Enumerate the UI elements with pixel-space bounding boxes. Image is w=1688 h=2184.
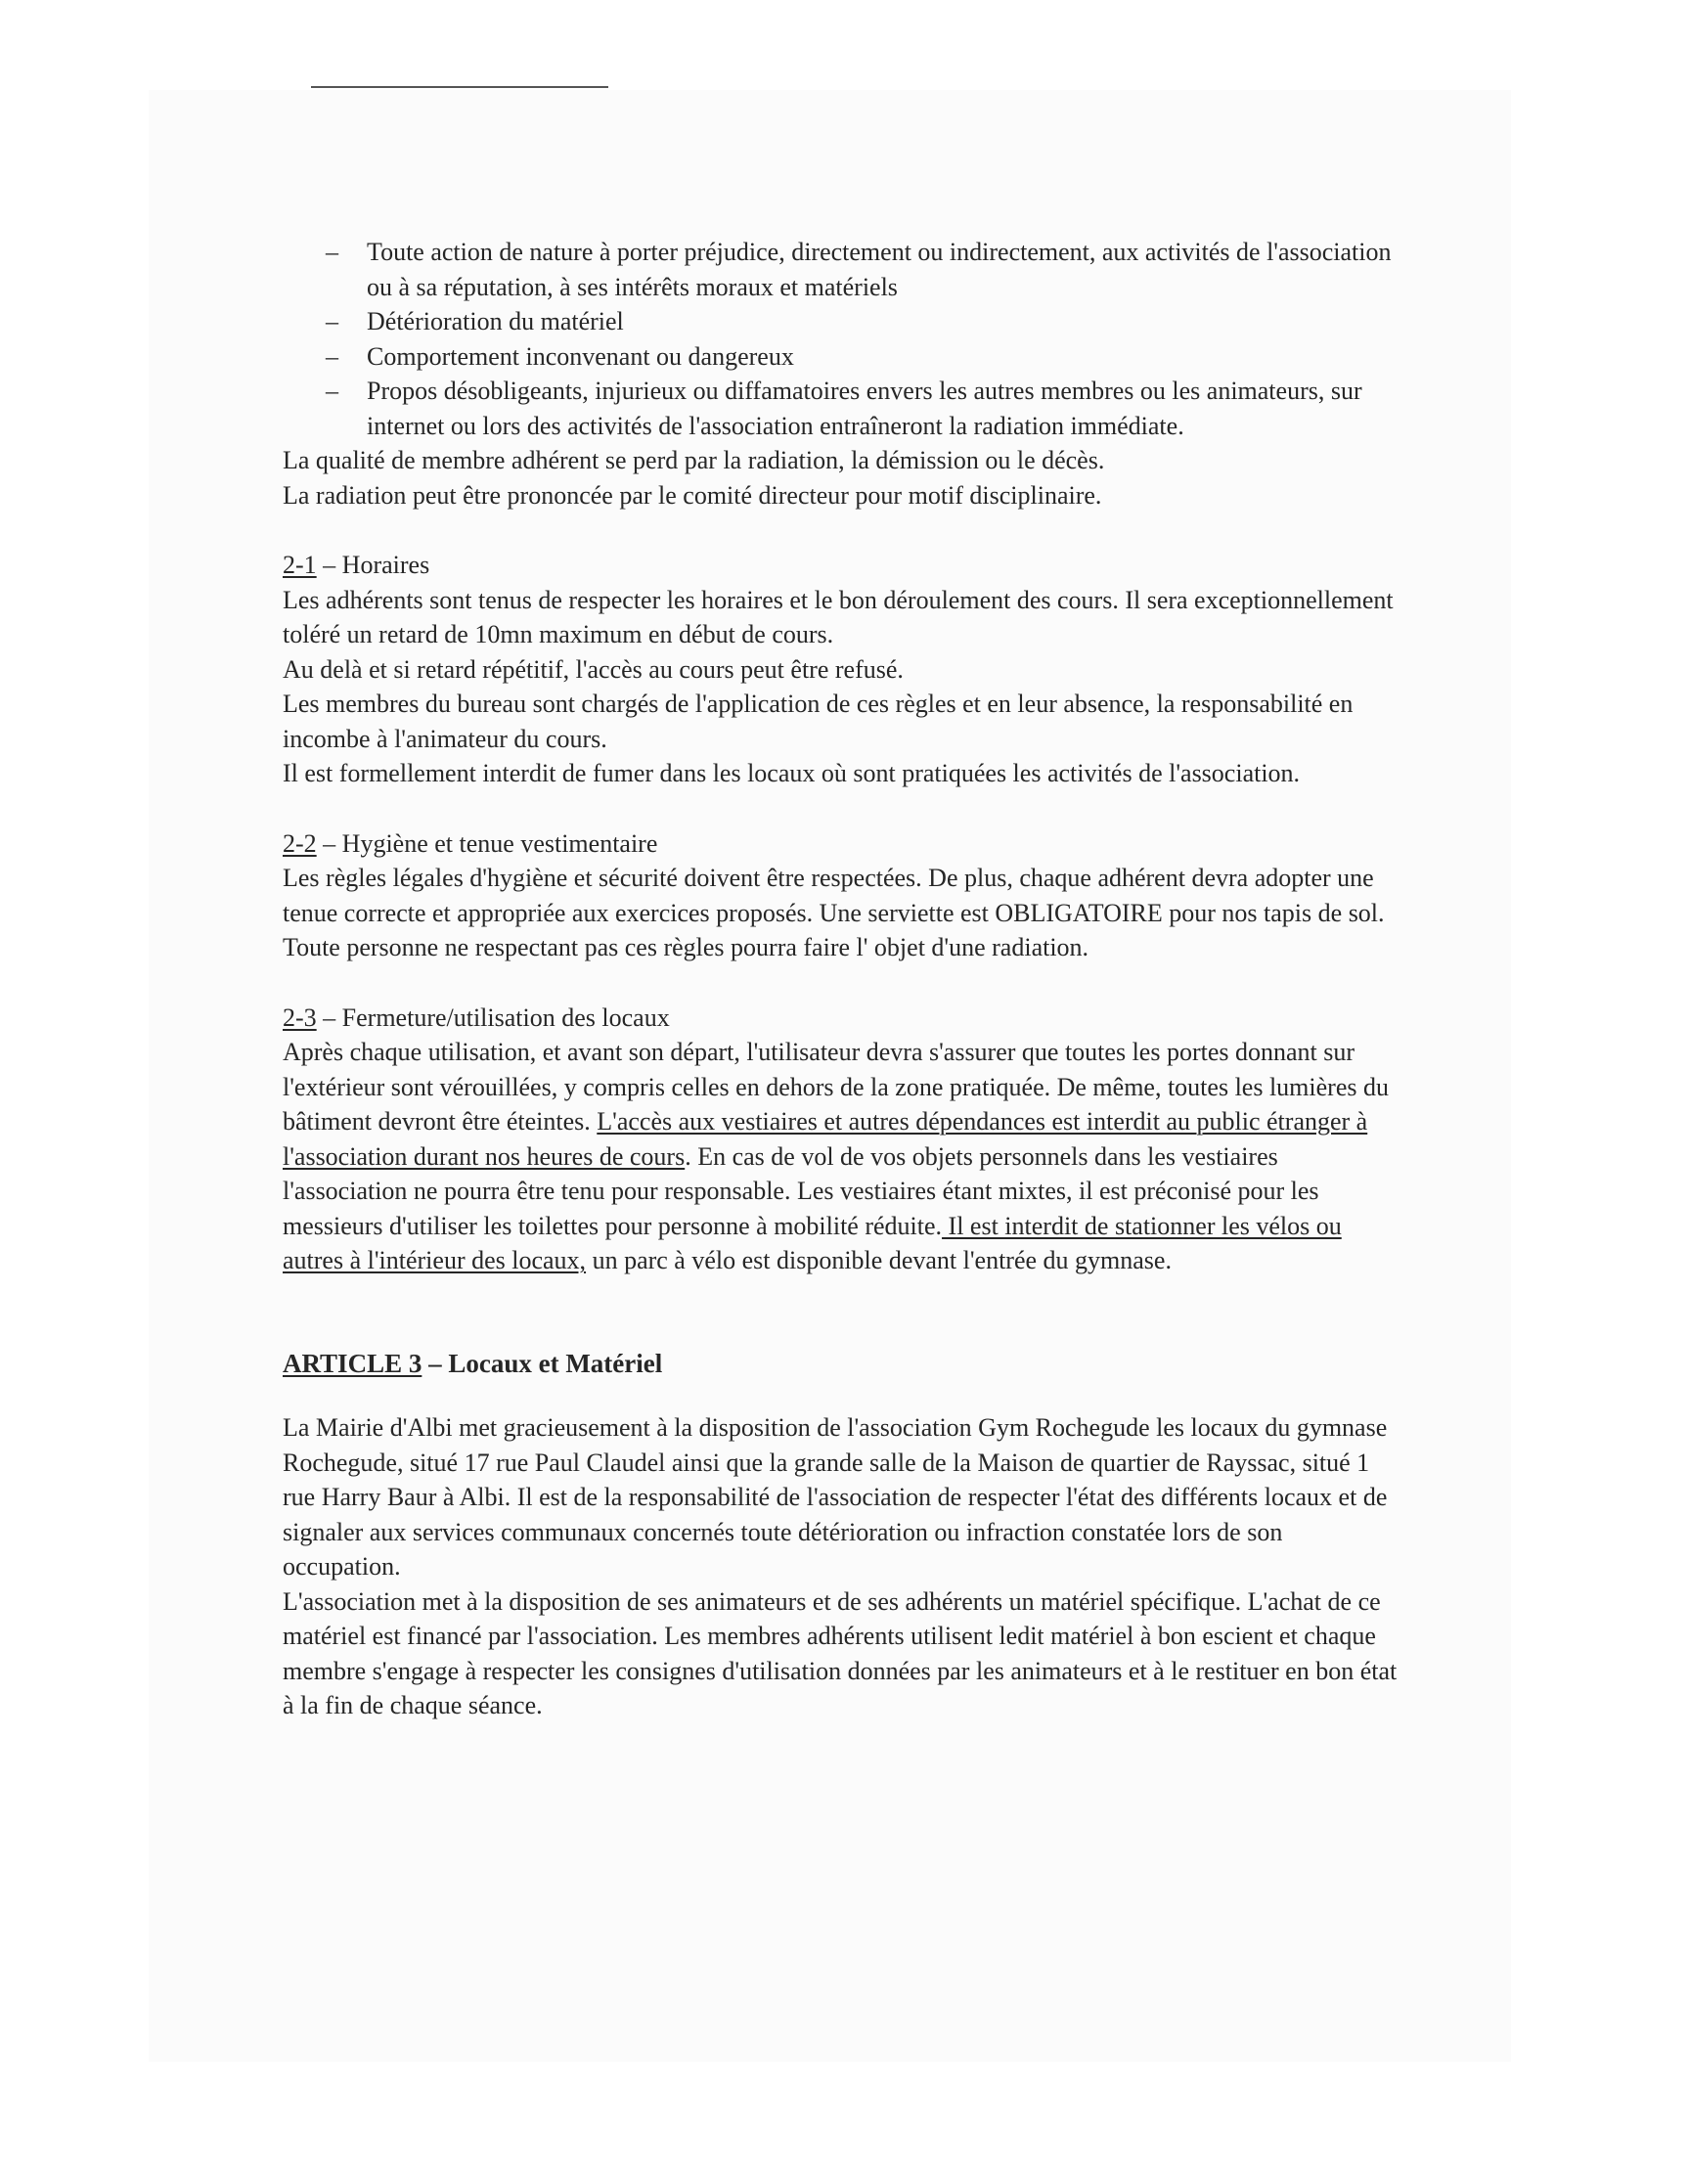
bullet-list bbox=[283, 235, 1402, 443]
bullet-item bbox=[283, 304, 1402, 339]
article-title: – Locaux et Matériel bbox=[422, 1348, 663, 1378]
section-2-1-paragraph: Il est formellement interdit de fumer dans les locaux où sont pratiquées les activités de l'association. bbox=[283, 759, 1301, 787]
section-2-3-paragraph bbox=[283, 1035, 1402, 1278]
section-2-2-heading bbox=[283, 826, 1402, 862]
section-2-1-heading bbox=[283, 548, 1402, 583]
membership-loss-text: La qualité de membre adhérent se perd par la radiation, la démission ou le décès. bbox=[283, 446, 1105, 474]
section-2-3-heading bbox=[283, 1001, 1402, 1036]
bullet-dash: – bbox=[326, 341, 338, 371]
bullet-dash: – bbox=[326, 307, 338, 335]
text-run: . En cas de vol de vos objets personnels dans les vestiaires l'association ne pourra être tenu pour responsable. Les vestiaires étant mixtes, il est préconisé pour les messieurs d'utiliser les toilettes pour personne à mobilité réduite. bbox=[283, 1141, 1319, 1240]
bullet-text: Propos désobligeants, injurieux ou diffamatoires envers les autres membres ou les animateurs, sur internet ou lors des activités de l'association entraîneront la radiation immédiate. bbox=[367, 377, 1362, 440]
section-title: – Fermeture/utilisation des locaux bbox=[316, 1003, 670, 1032]
section-number: 2-1 bbox=[283, 551, 317, 579]
article-label: ARTICLE 3 bbox=[283, 1348, 422, 1378]
section-2-2-paragraph: Les règles légales d'hygiène et sécurité doivent être respectées. De plus, chaque adhérent devra adopter une tenue correcte et appropriée aux exercices proposés. Une serviette est OBLIGATOIRE pour nos tapis de sol. Toute personne ne respectant pas ces règles pourra faire l' objet d'une radiation. bbox=[283, 864, 1385, 961]
bullet-dash: – bbox=[326, 238, 338, 266]
underlined-rule: Il est interdit de stationner les vélos ou autres à l'intérieur des locaux, bbox=[283, 1211, 1342, 1274]
bullet-item bbox=[283, 235, 1402, 304]
article-3-heading bbox=[283, 1347, 1402, 1382]
document-body bbox=[283, 235, 1402, 1723]
bullet-item bbox=[283, 374, 1402, 443]
bullet-text: Détérioration du matériel bbox=[367, 307, 624, 335]
section-number: 2-2 bbox=[283, 828, 317, 858]
text-run: Après chaque utilisation, et avant son départ, l'utilisateur devra s'assurer que toutes les portes donnant sur l'extérieur sont vérouillées, y compris celles en dehors de la zone pratiquée. De même, toutes les lumières du bâtiment devront être éteintes. bbox=[283, 1038, 1389, 1136]
bullet-dash: – bbox=[326, 377, 338, 405]
radiation-text: La radiation peut être prononcée par le comité directeur pour motif disciplinaire. bbox=[283, 480, 1102, 510]
article-3-paragraph: La Mairie d'Albi met gracieusement à la disposition de l'association Gym Rochegude les locaux du gymnase Rochegude, situé 17 rue Paul Claudel ainsi que la grande salle de la Maison de quartier de Rayssac, situé 1 rue Harry Baur à Albi. Il est de la responsabilité de l'association de respecter l'état des différents locaux et de signaler aux services communaux concernés toute détérioration ou infraction constatée lors de son occupation. bbox=[283, 1413, 1388, 1581]
bullet-text: Toute action de nature à porter préjudice, directement ou indirectement, aux activités de l'association ou à sa réputation, à ses intérêts moraux et matériels bbox=[367, 238, 1392, 301]
section-number: 2-3 bbox=[283, 1003, 317, 1032]
bullet-item bbox=[283, 339, 1402, 375]
section-title: – Horaires bbox=[316, 551, 430, 579]
section-2-1-paragraph: Les adhérents sont tenus de respecter les horaires et le bon déroulement des cours. Il sera exceptionnellement toléré un retard de 10mn maximum en début de cours. bbox=[283, 585, 1394, 648]
article-3-paragraph: L'association met à la disposition de ses animateurs et de ses adhérents un matériel spécifique. L'achat de ce matériel est financé par l'association. Les membres adhérents utilisent ledit matériel à bon escient et chaque membre s'engage à respecter les consignes d'utilisation données par les animateurs et à le restituer en bon état à la fin de chaque séance. bbox=[283, 1586, 1398, 1719]
bullet-text: Comportement inconvenant ou dangereux bbox=[367, 341, 794, 371]
underlined-rule: L'accès aux vestiaires et autres dépendances est interdit au public étranger à l'association durant nos heures de cours bbox=[283, 1107, 1368, 1171]
top-rule-line bbox=[311, 86, 608, 88]
section-2-1-paragraph: Au delà et si retard répétitif, l'accès au cours peut être refusé. bbox=[283, 654, 904, 684]
section-title: – Hygiène et tenue vestimentaire bbox=[316, 828, 658, 858]
text-run: un parc à vélo est disponible devant l'entrée du gymnase. bbox=[586, 1246, 1172, 1274]
section-2-1-paragraph: Les membres du bureau sont chargés de l'application de ces règles et en leur absence, la responsabilité en incombe à l'animateur du cours. bbox=[283, 690, 1354, 753]
